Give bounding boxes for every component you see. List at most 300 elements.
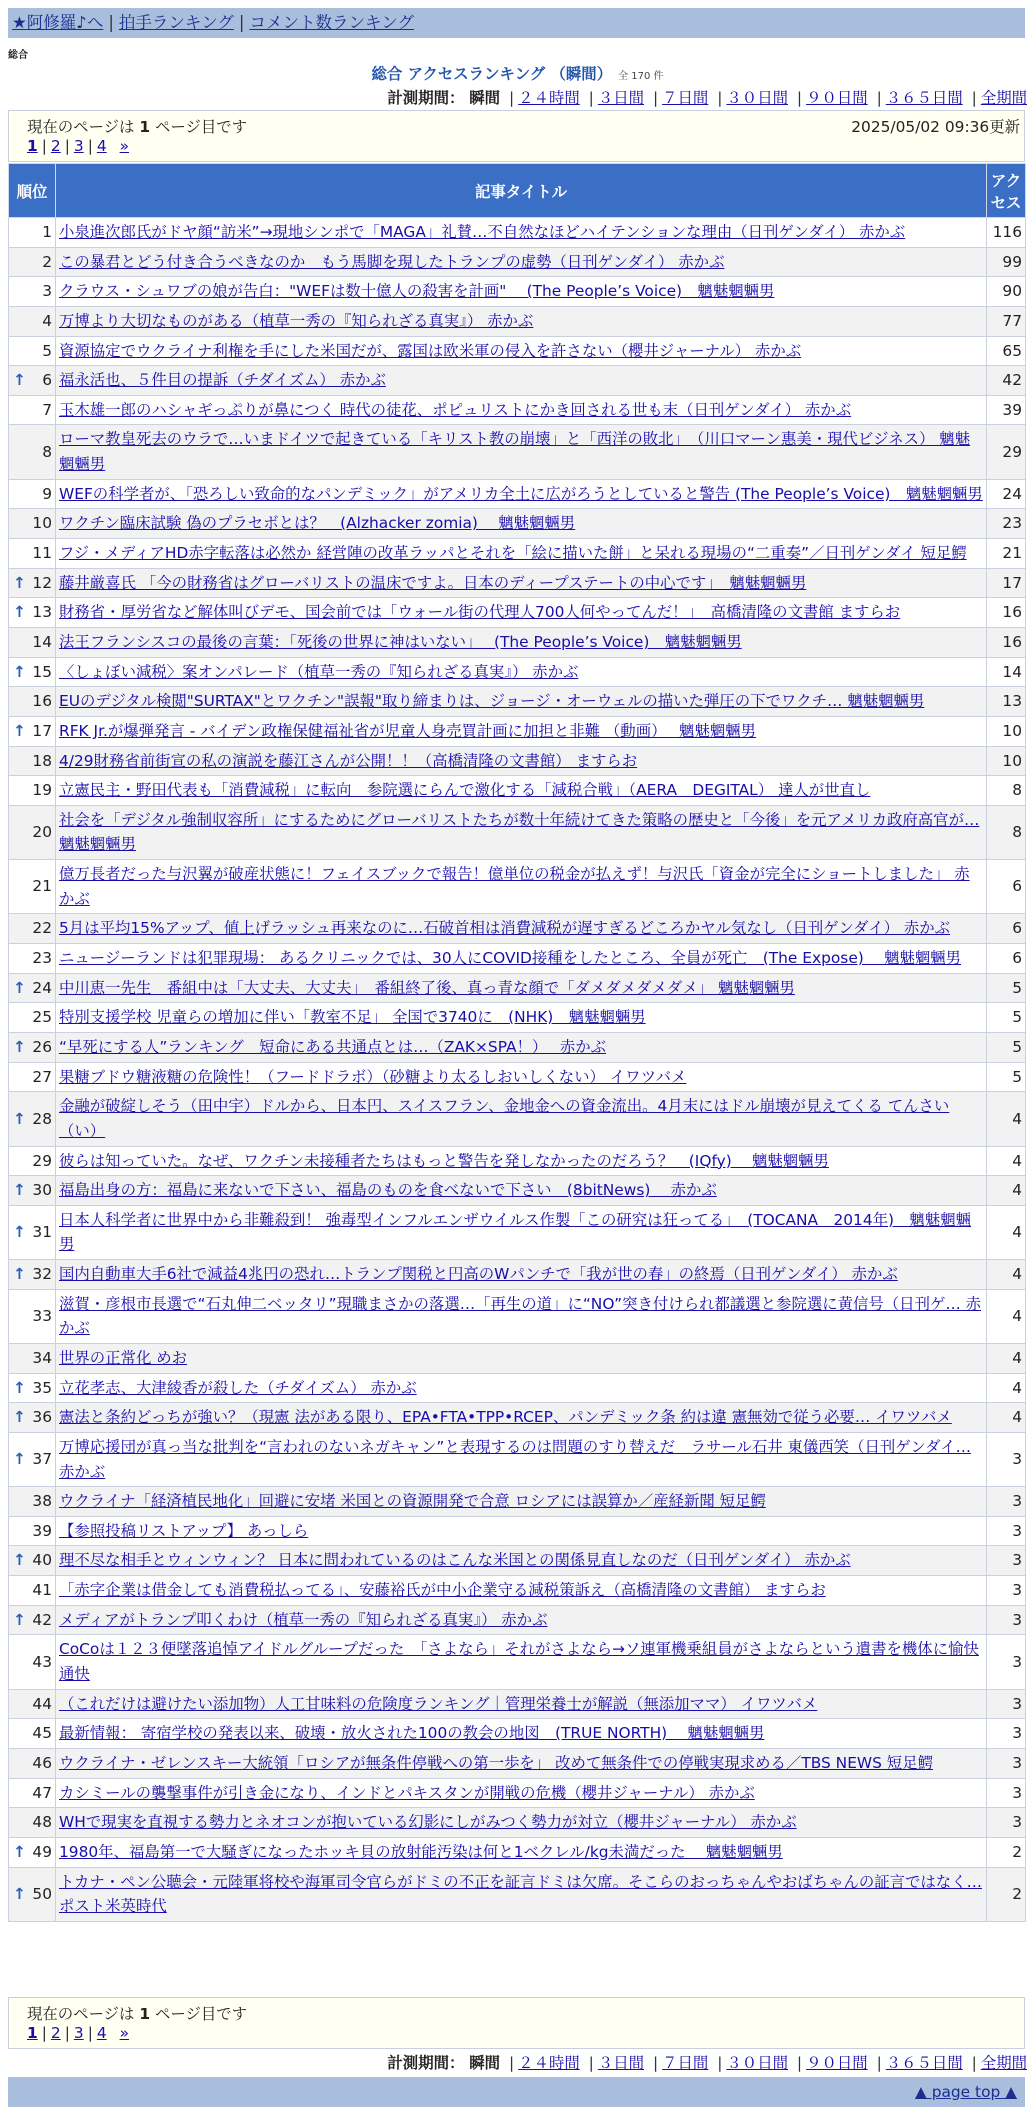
access-count: 29	[987, 425, 1026, 479]
access-count: 42	[987, 366, 1026, 396]
article-title-link[interactable]: 立憲民主・野田代表も「消費減税」に転向 参院選にらんで激化する「減税合戦」（AERA DEGITAL） 達人が世直し	[59, 781, 871, 800]
page-link-2[interactable]: 2	[50, 137, 61, 155]
rank-cell	[9, 568, 56, 598]
rank-number: 5	[42, 341, 52, 360]
page-link-4[interactable]: 4	[96, 2024, 107, 2042]
rank-cell	[9, 1719, 56, 1749]
table-row	[9, 395, 1026, 425]
table-row	[9, 776, 1026, 806]
table-row	[9, 218, 1026, 248]
header-count: アクセス	[987, 164, 1026, 218]
table-row	[9, 1146, 1026, 1176]
comment-ranking-link[interactable]: コメント数ランキング	[249, 13, 414, 32]
title-cell	[56, 1003, 987, 1033]
table-row	[9, 539, 1026, 569]
period-link-7d[interactable]: ７日間	[662, 2054, 709, 2072]
rank-cell	[9, 1062, 56, 1092]
table-row	[9, 247, 1026, 277]
article-title-link[interactable]: EUのデジタル検閲"SURTAX"とワクチン"誤報"取り締まりは、ジョージ・オーウェルの描いた弾圧の下でワクチ… 魑魅魍魎男	[59, 692, 925, 711]
rank-cell	[9, 1373, 56, 1403]
title-cell	[56, 1719, 987, 1749]
period-separator: |	[876, 89, 882, 107]
title-cell	[56, 1748, 987, 1778]
access-count: 3	[987, 1748, 1026, 1778]
article-title-link[interactable]: 小泉進次郎氏がドヤ顔“訪米”→現地シンポで「MAGA」礼賛…不自然なほどハイテンションな理由（日刊ゲンダイ） 赤かぶ	[59, 223, 906, 241]
rank-cell	[9, 1516, 56, 1546]
arrow-up-icon: ↑	[13, 1884, 26, 1903]
article-title-link[interactable]: 「赤字企業は借金しても消費税払ってる」、安藤裕氏が中小企業守る減税策訴え（高橋清隆の文書館） ますらお	[59, 1581, 826, 1600]
page-link-3[interactable]: 3	[73, 137, 84, 155]
table-row	[9, 1260, 1026, 1290]
article-title-link[interactable]: “早死にする人”ランキング 短命にある共通点とは…（ZAK×SPA！） 赤かぶ	[59, 1037, 607, 1056]
table-row	[9, 479, 1026, 509]
article-title-link[interactable]: 憲法と条約どっちが強い？（現憲 法がある限り、EPA•FTA•TPP•RCEP、パンデミック条 約は違 憲無効で従う必要… イワツバメ	[59, 1408, 952, 1427]
article-title-link[interactable]: ウクライナ・ゼレンスキー大統領「ロシアが無条件停戦への第一歩を」 改めて無条件での停戦実現求める／TBS NEWS 短足鰐	[59, 1753, 933, 1772]
table-row	[9, 1289, 1026, 1343]
access-count: 3	[987, 1546, 1026, 1576]
rank-number: 10	[32, 514, 52, 533]
access-count: 6	[987, 944, 1026, 974]
title-cell	[56, 1546, 987, 1576]
table-row	[9, 336, 1026, 366]
access-count: 3	[987, 1635, 1026, 1689]
access-count: 14	[987, 657, 1026, 687]
period-link-365d[interactable]: ３６５日間	[885, 89, 963, 107]
access-count: 16	[987, 598, 1026, 628]
article-title-link[interactable]: 福島出身の方：福島に来ないで下さい、福島のものを食べないで下さい (8bitNews) 赤かぶ	[59, 1181, 717, 1200]
rank-number: 3	[42, 282, 52, 301]
page-top-link[interactable]: ▲ page top ▲	[914, 2083, 1017, 2101]
pager-spacer	[111, 137, 116, 155]
article-title-link[interactable]: クラウス・シュワブの娘が告白："WEFは数十億人の殺害を計画" (The People’s Voice) 魑魅魍魎男	[59, 282, 775, 301]
next-page-link[interactable]: »	[119, 2024, 129, 2042]
rank-cell	[9, 1003, 56, 1033]
pagination	[27, 2024, 129, 2042]
article-title-link[interactable]: 1980年、福島第一で大騒ぎになったホッキ貝の放射能汚染は何と1ベクレル/kg未満だった 魑魅魍魎男	[59, 1842, 783, 1861]
nav-separator: |	[108, 13, 114, 32]
rank-number: 9	[42, 484, 52, 503]
rank-cell	[9, 627, 56, 657]
rank-number: 43	[32, 1652, 52, 1671]
table-row	[9, 366, 1026, 396]
rank-cell	[9, 1778, 56, 1808]
rank-cell	[9, 1260, 56, 1290]
ranking-table-body	[9, 218, 1026, 1922]
current-page-number: 1	[139, 2005, 151, 2023]
page-link-current[interactable]: 1	[27, 2024, 38, 2042]
arrow-up-icon: ↑	[13, 1408, 26, 1427]
article-title-link[interactable]: 特別支援学校 児童らの増加に伴い「教室不足」 全国で3740に (NHK) 魑魅魍魎男	[59, 1008, 646, 1027]
article-title-link[interactable]: フジ・メディアHD赤字転落は必然か 経営陣の改革ラッパとそれを「絵に描いた餅」と呆れる現場の“二重奏”／日刊ゲンダイ 短足鰐	[59, 544, 967, 563]
article-title-link[interactable]: 法王フランシスコの最後の言葉：「死後の世界に神はいない」 (The People’s Voice) 魑魅魍魎男	[59, 632, 742, 651]
article-title-link[interactable]: 彼らは知っていた。なぜ、ワクチン未接種者たちはもっと警告を発しなかったのだろう？ (IQfy) 魑魅魍魎男	[59, 1151, 829, 1170]
arrow-up-icon: ↑	[13, 1551, 26, 1570]
article-title-link[interactable]: 中川恵一先生 番組中は「大丈夫、大丈夫」 番組終了後、真っ青な顔で「ダメダメダメダメ」 魑魅魍魎男	[59, 978, 795, 997]
article-title-link[interactable]: 金融が破綻しそう（田中宇）ドルから、日本円、スイスフラン、金地金への資金流出。4月末にはドル崩壊が見えてくる てんさい（い）	[59, 1097, 950, 1140]
article-title-link[interactable]: 福永活也、５件目の提訴（チダイズム） 赤かぶ	[59, 371, 386, 390]
rank-cell	[9, 539, 56, 569]
title-cell	[56, 1260, 987, 1290]
table-row	[9, 1062, 1026, 1092]
rank-number: 11	[32, 544, 52, 563]
rank-number: 7	[42, 400, 52, 419]
article-title-link[interactable]: ローマ教皇死去のウラで…いまドイツで起きている「キリスト教の崩壊」と「西洋の敗北」 （川口マーン惠美・現代ビジネス） 魑魅魍魎男	[59, 430, 971, 474]
article-title-link[interactable]: ニュージーランドは犯罪現場： あるクリニックでは、30人にCOVID接種をしたところ、全員が死亡 (The Expose) 魑魅魍魎男	[59, 949, 962, 968]
title-cell	[56, 1778, 987, 1808]
access-count: 39	[987, 395, 1026, 425]
rank-number: 37	[32, 1450, 52, 1469]
article-title-link[interactable]: 滋賀・彦根市長選で“石丸伸二ベッタリ”現職まさかの落選…「再生の道」に“NO”突き付けられ都議選と参院選に黄信号（日刊ゲ… 赤かぶ	[59, 1294, 982, 1338]
period-separator: |	[588, 2054, 594, 2072]
article-title-link[interactable]: 5月は平均15%アップ、値上げラッシュ再来なのに…石破首相は消費減税が遅すぎるどころかヤル気なし（日刊ゲンダイ） 赤かぶ	[59, 919, 951, 938]
title-cell	[56, 277, 987, 307]
access-count: 2	[987, 1867, 1026, 1921]
access-count: 3	[987, 1432, 1026, 1486]
title-cell	[56, 1689, 987, 1719]
title-cell	[56, 944, 987, 974]
rank-number: 2	[42, 252, 52, 271]
title-cell	[56, 1403, 987, 1433]
rank-number: 39	[32, 1521, 52, 1540]
rank-cell	[9, 1205, 56, 1259]
rank-number: 50	[32, 1884, 52, 1903]
rank-number: 29	[32, 1151, 52, 1170]
rank-number: 20	[32, 823, 52, 842]
title-cell	[56, 247, 987, 277]
table-row	[9, 627, 1026, 657]
page-link-4[interactable]: 4	[96, 137, 107, 155]
article-title-link[interactable]: 立花孝志、大津綾香が殺した（チダイズム） 赤かぶ	[59, 1378, 417, 1397]
title-cell	[56, 1487, 987, 1517]
rank-cell	[9, 1689, 56, 1719]
title-cell	[56, 598, 987, 628]
rank-cell	[9, 509, 56, 539]
table-row	[9, 1373, 1026, 1403]
article-title-link[interactable]: 4/29財務省前街宣の私の演説を藤江さんが公開！！（高橋清隆の文書館） ますらお	[59, 751, 638, 770]
table-row	[9, 914, 1026, 944]
rank-number: 28	[32, 1109, 52, 1128]
rank-cell	[9, 425, 56, 479]
access-count: 21	[987, 539, 1026, 569]
pager-bottom	[8, 1997, 1025, 2049]
current-page-number: 1	[139, 118, 151, 136]
article-title-link[interactable]: 藤井厳喜氏 「今の財務省はグローバリストの温床ですよ。日本のディープステートの中心です」 魑魅魍魎男	[59, 573, 807, 592]
period-separator: |	[652, 89, 659, 107]
rank-cell	[9, 1808, 56, 1838]
rank-cell	[9, 1837, 56, 1867]
article-title-link[interactable]: 世界の正常化 めお	[59, 1348, 188, 1367]
access-count: 5	[987, 1032, 1026, 1062]
page-title	[0, 62, 1035, 84]
table-row	[9, 1003, 1026, 1033]
period-link-3d[interactable]: ３日間	[597, 89, 645, 107]
pager-separator: |	[41, 2024, 47, 2042]
access-count: 4	[987, 1176, 1026, 1206]
header-title: 記事タイトル	[56, 164, 987, 218]
access-count: 3	[987, 1778, 1026, 1808]
title-cell	[56, 746, 987, 776]
table-row	[9, 568, 1026, 598]
rank-number: 17	[32, 721, 52, 740]
article-title-link[interactable]: 理不尽な相手とウィンウィン？ 日本に問われているのはこんな米国との関係見直しなのだ（日刊ゲンダイ） 赤かぶ	[59, 1551, 851, 1570]
table-row	[9, 805, 1026, 859]
rank-cell	[9, 598, 56, 628]
rank-cell	[9, 1487, 56, 1517]
period-link-3d[interactable]: ３日間	[597, 2054, 645, 2072]
article-title-link[interactable]: トカナ・ペン公聴会・元陸軍将校や海軍司令官らがドミの不正を証言ドミは欠席。そこらのおっちゃんやおばちゃんの証言ではなく… ポスト米英時代	[59, 1872, 982, 1916]
rank-number: 26	[32, 1037, 52, 1056]
rank-cell	[9, 1343, 56, 1373]
period-selector-top	[387, 86, 1027, 108]
period-link-90d[interactable]: ９０日間	[806, 89, 868, 107]
pager-separator: |	[41, 137, 47, 155]
rank-cell	[9, 218, 56, 248]
title-cell	[56, 1516, 987, 1546]
arrow-up-icon: ↑	[13, 1109, 26, 1128]
title-cell	[56, 395, 987, 425]
access-count: 3	[987, 1516, 1026, 1546]
title-cell	[56, 1837, 987, 1867]
pager-separator: |	[87, 137, 93, 155]
rank-cell	[9, 1432, 56, 1486]
period-link-30d[interactable]: ３０日間	[726, 89, 788, 107]
access-count: 4	[987, 1205, 1026, 1259]
current-page-text	[27, 115, 247, 137]
rank-cell	[9, 1576, 56, 1606]
current-page-prefix: 現在のページは	[27, 118, 135, 136]
rank-number: 14	[32, 632, 52, 651]
rank-number: 24	[32, 978, 52, 997]
rank-number: 22	[32, 919, 52, 938]
access-count: 4	[987, 1403, 1026, 1433]
article-title-link[interactable]: 国内自動車大手6社で減益4兆円の恐れ…トランプ関税と円高のWパンチで「我が世の春」の終焉（日刊ゲンダイ） 赤かぶ	[59, 1265, 898, 1284]
rank-cell	[9, 805, 56, 859]
title-cell	[56, 914, 987, 944]
rank-number: 13	[32, 603, 52, 622]
title-cell	[56, 860, 987, 914]
article-title-link[interactable]: 財務省・厚労省など解体叫びデモ、国会前では「ウォール街の代理人700人何やってんだ！」 高橋清隆の文書館 ますらお	[59, 603, 901, 622]
arrow-up-icon: ↑	[13, 721, 26, 740]
period-link-30d[interactable]: ３０日間	[726, 2054, 788, 2072]
title-cell	[56, 687, 987, 717]
rank-number: 12	[32, 573, 52, 592]
rank-cell	[9, 306, 56, 336]
rank-number: 4	[42, 311, 52, 330]
rank-cell	[9, 1403, 56, 1433]
rank-cell	[9, 776, 56, 806]
article-title-link[interactable]: カシミールの襲撃事件が引き金になり、インドとパキスタンが開戦の危機（櫻井ジャーナル） 赤かぶ	[59, 1783, 755, 1802]
article-title-link[interactable]: WEFの科学者が、「恐ろしい致命的なパンデミック」がアメリカ全土に広がろうとしていると警告 (The People’s Voice) 魑魅魍魎男	[59, 484, 983, 503]
period-selector-bottom	[387, 2051, 1027, 2073]
bottom-bar	[8, 2077, 1025, 2107]
period-separator: |	[876, 2054, 882, 2072]
rank-cell	[9, 479, 56, 509]
article-title-link[interactable]: 最新情報： 寄宿学校の発表以来、破壊・放火された100の教会の地図 (TRUE NORTH) 魑魅魍魎男	[59, 1724, 765, 1743]
rank-number: 25	[32, 1008, 52, 1027]
title-cell	[56, 1205, 987, 1259]
title-cell	[56, 306, 987, 336]
rank-number: 18	[32, 751, 52, 770]
title-cell	[56, 218, 987, 248]
article-title-link[interactable]: 資源協定でウクライナ利権を手にした米国だが、露国は欧米軍の侵入を許さない（櫻井ジャーナル） 赤かぶ	[59, 341, 802, 360]
rank-cell	[9, 746, 56, 776]
rank-cell	[9, 247, 56, 277]
rank-number: 23	[32, 949, 52, 968]
title-cell	[56, 716, 987, 746]
arrow-up-icon: ↑	[13, 1842, 26, 1861]
article-title-link[interactable]: （これだけは避けたい添加物）人工甘味料の危険度ランキング｜管理栄養士が解説（無添加ママ） イワツバメ	[59, 1694, 818, 1713]
access-count: 5	[987, 973, 1026, 1003]
arrow-up-icon: ↑	[13, 1610, 26, 1629]
period-link-90d[interactable]: ９０日間	[806, 2054, 868, 2072]
period-label: 計測期間：	[387, 89, 465, 107]
rank-number: 19	[32, 781, 52, 800]
page-link-3[interactable]: 3	[73, 2024, 84, 2042]
table-row	[9, 509, 1026, 539]
access-count: 5	[987, 1062, 1026, 1092]
rank-number: 31	[32, 1223, 52, 1242]
rank-number: 47	[32, 1783, 52, 1802]
arrow-up-icon: ↑	[13, 1223, 26, 1242]
access-count: 4	[987, 1146, 1026, 1176]
period-separator: |	[796, 2054, 803, 2072]
article-title-link[interactable]: この暴君とどう付き合うべきなのか もう馬脚を現したトランプの虚勢（日刊ゲンダイ） 赤かぶ	[59, 252, 725, 271]
rank-cell	[9, 336, 56, 366]
rank-cell	[9, 395, 56, 425]
rank-number: 6	[42, 371, 52, 390]
period-link-7d[interactable]: ７日間	[662, 89, 709, 107]
rank-cell	[9, 944, 56, 974]
title-cell	[56, 366, 987, 396]
access-count: 3	[987, 1719, 1026, 1749]
title-cell	[56, 1605, 987, 1635]
article-title-link[interactable]: 社会を「デジタル強制収容所」にするためにグローバリストたちが数十年続けてきた策略の歴史と「今後」を元アメリカ政府高官が… 魑魅魍魎男	[59, 810, 980, 854]
title-cell	[56, 627, 987, 657]
rank-number: 30	[32, 1181, 52, 1200]
table-row	[9, 1516, 1026, 1546]
period-link-all[interactable]: 全期間	[980, 89, 1027, 107]
article-title-link[interactable]: CoCoは１２３便墜落追悼アイドルグループだった 「さよなら」それがさよなら→ソ連軍機乗組員がさよならという遺書を機体に愉快通快	[59, 1640, 979, 1684]
access-count: 99	[987, 247, 1026, 277]
top-nav-bar	[8, 8, 1025, 38]
current-page-prefix: 現在のページは	[27, 2005, 135, 2023]
rank-number: 32	[32, 1265, 52, 1284]
period-link-365d[interactable]: ３６５日間	[885, 2054, 963, 2072]
article-title-link[interactable]: WHで現実を直視する勢力とネオコンが抱いている幻影にしがみつく勢力が対立（櫻井ジャーナル） 赤かぶ	[59, 1813, 797, 1832]
access-count: 4	[987, 1260, 1026, 1290]
pager-separator: |	[64, 137, 70, 155]
title-cell	[56, 657, 987, 687]
arrow-up-icon: ↑	[13, 603, 26, 622]
rank-number: 44	[32, 1694, 52, 1713]
table-row	[9, 860, 1026, 914]
access-count: 3	[987, 1487, 1026, 1517]
arrow-up-icon: ↑	[13, 662, 26, 681]
rank-number: 35	[32, 1378, 52, 1397]
period-link-all[interactable]: 全期間	[980, 2054, 1027, 2072]
title-cell	[56, 479, 987, 509]
title-cell	[56, 1032, 987, 1062]
rank-number: 1	[42, 223, 52, 241]
table-row	[9, 746, 1026, 776]
title-cell	[56, 973, 987, 1003]
updated-timestamp: 2025/05/02 09:36更新	[851, 118, 1020, 136]
article-title-link[interactable]: 日本人科学者に世界中から非難殺到！ 強毒型インフルエンザウイルス作製「この研究は狂ってる」 (TOCANA 2014年) 魑魅魍魎男	[59, 1210, 971, 1254]
rank-cell	[9, 860, 56, 914]
table-row	[9, 1605, 1026, 1635]
period-link-24h[interactable]: ２４時間	[518, 2054, 580, 2072]
title-cell	[56, 776, 987, 806]
article-title-link[interactable]: 〈しょぼい減税〉案オンパレード（植草一秀の『知られざる真実』） 赤かぶ	[59, 662, 579, 681]
ranking-table	[8, 163, 1026, 1922]
access-count: 4	[987, 1343, 1026, 1373]
pager-separator: |	[87, 2024, 93, 2042]
breadcrumb: 総合	[8, 50, 28, 61]
current-page-suffix: ページ目です	[154, 118, 248, 136]
title-cell	[56, 1635, 987, 1689]
article-title-link[interactable]: 果糖ブドウ糖液糖の危険性！（フードドラボ）（砂糖より太るしおいしくない） イワツバメ	[59, 1067, 687, 1086]
article-title-link[interactable]: 【参照投稿リストアップ】 あっしら	[59, 1521, 309, 1540]
title-cell	[56, 539, 987, 569]
access-count: 24	[987, 479, 1026, 509]
table-row	[9, 1432, 1026, 1486]
title-cell	[56, 1576, 987, 1606]
table-row	[9, 598, 1026, 628]
table-row	[9, 1092, 1026, 1146]
access-count: 8	[987, 805, 1026, 859]
access-count: 6	[987, 860, 1026, 914]
title-cell	[56, 1146, 987, 1176]
rank-number: 46	[32, 1753, 52, 1772]
article-title-link[interactable]: RFK Jr.が爆弾発言 - バイデン政権保健福祉省が児童人身売買計画に加担と非難 （動画） 魑魅魍魎男	[59, 721, 757, 740]
access-count: 6	[987, 914, 1026, 944]
period-separator: |	[508, 2054, 515, 2072]
rank-cell	[9, 716, 56, 746]
page-link-2[interactable]: 2	[50, 2024, 61, 2042]
period-link-24h[interactable]: ２４時間	[518, 89, 580, 107]
table-row	[9, 277, 1026, 307]
article-title-link[interactable]: メディアがトランプ叩くわけ（植草一秀の『知られざる真実』） 赤かぶ	[59, 1610, 548, 1629]
access-count: 2	[987, 1837, 1026, 1867]
table-row	[9, 944, 1026, 974]
article-title-link[interactable]: 玉木雄一郎のハシャギっぷりが鼻につく 時代の徒花、ポピュリストにかき回される世も末（日刊ゲンダイ） 赤かぶ	[59, 400, 852, 419]
rank-number: 42	[32, 1610, 52, 1629]
rank-number: 21	[32, 877, 52, 896]
title-cell	[56, 425, 987, 479]
page-link-current[interactable]: 1	[27, 137, 38, 155]
arrow-up-icon: ↑	[13, 1037, 26, 1056]
next-page-link[interactable]: »	[119, 137, 129, 155]
applause-ranking-link[interactable]: 拍手ランキング	[118, 13, 234, 32]
article-title-link[interactable]: 万博応援団が真っ当な批判を“言われのないネガキャン”と表現するのは問題のすり替えだ ラサール石井 東儀西笑（日刊ゲンダイ… 赤かぶ	[59, 1437, 971, 1481]
article-title-link[interactable]: ワクチン臨床試験 偽のプラセボとは？ (Alzhacker zomia) 魑魅魍魎男	[59, 514, 576, 533]
article-title-link[interactable]: 億万長者だった与沢翼が破産状態に！フェイスブックで報告！億単位の税金が払えず！与沢氏「資金が完全にショートしました」 赤かぶ	[59, 865, 970, 908]
table-row	[9, 1576, 1026, 1606]
access-count: 10	[987, 746, 1026, 776]
title-cell	[56, 1432, 987, 1486]
home-link[interactable]: ★阿修羅♪へ	[12, 13, 104, 32]
rank-number: 41	[32, 1581, 52, 1600]
rank-cell	[9, 366, 56, 396]
period-label: 計測期間：	[387, 2054, 465, 2072]
rank-cell	[9, 657, 56, 687]
rank-cell	[9, 1748, 56, 1778]
access-count: 3	[987, 1689, 1026, 1719]
article-title-link[interactable]: ウクライナ「経済植民地化」回避に安堵 米国との資源開発で合意 ロシアには誤算か／産経新聞 短足鰐	[59, 1492, 766, 1511]
arrow-up-icon: ↑	[13, 978, 26, 997]
article-title-link[interactable]: 万博より大切なものがある（植草一秀の『知られざる真実』） 赤かぶ	[59, 311, 534, 330]
table-header-row	[9, 164, 1026, 218]
